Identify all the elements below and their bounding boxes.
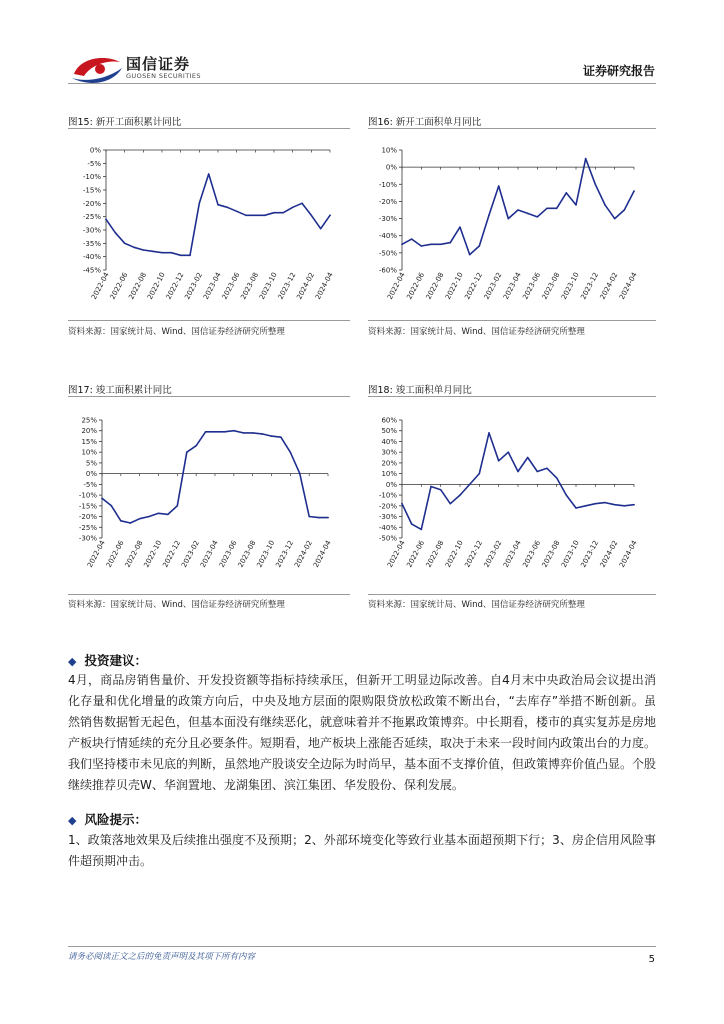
- x-tick-label: 2022-12: [463, 539, 485, 569]
- data-point: [161, 252, 163, 254]
- x-tick-label: 2022-08: [424, 271, 446, 301]
- figure-title-rule: [368, 128, 656, 129]
- data-point: [440, 489, 442, 491]
- x-tick-label: 2023-10: [559, 271, 581, 301]
- y-tick-label: -30%: [82, 226, 101, 235]
- data-point: [199, 203, 201, 205]
- y-tick-label: -40%: [82, 253, 101, 262]
- figure-title-rule: [368, 396, 656, 397]
- data-point: [459, 226, 461, 228]
- data-point: [261, 433, 263, 435]
- data-point: [527, 457, 529, 459]
- data-point: [604, 204, 606, 206]
- data-point: [217, 204, 219, 206]
- x-tick-label: 2022-06: [405, 271, 427, 301]
- x-tick-label: 2024-04: [313, 271, 335, 301]
- x-tick-label: 2022-08: [424, 539, 446, 569]
- figure-source: 资料来源：国家统计局、Wind、国信证券经济研究所整理: [68, 327, 285, 337]
- data-point: [575, 507, 577, 509]
- data-point: [556, 207, 558, 209]
- y-tick-label: 10%: [381, 470, 397, 479]
- y-tick-label: -10%: [82, 173, 101, 182]
- y-tick-label: -35%: [82, 239, 101, 248]
- y-tick-label: -5%: [83, 480, 97, 489]
- x-tick-label: 2023-06: [217, 539, 239, 569]
- y-tick-label: 10%: [381, 146, 397, 155]
- data-point: [129, 522, 131, 524]
- investment-heading: ◆ 投资建议：: [68, 653, 147, 668]
- x-tick-label: 2023-02: [482, 271, 504, 301]
- data-point: [604, 502, 606, 504]
- y-tick-label: -15%: [82, 186, 101, 195]
- x-tick-label: 2023-06: [521, 539, 543, 569]
- x-tick-label: 2023-08: [540, 271, 562, 301]
- data-point: [517, 471, 519, 473]
- data-point: [292, 207, 294, 209]
- data-point: [527, 213, 529, 215]
- chart-new-starts-cumulative: [68, 140, 350, 315]
- x-tick-label: 2022-10: [142, 539, 164, 569]
- y-tick-label: -30%: [378, 513, 397, 522]
- figure-title: 图17: 竣工面积累计同比: [68, 385, 172, 396]
- data-point: [508, 451, 510, 453]
- data-point: [171, 252, 173, 254]
- figure-title-rule: [68, 128, 350, 129]
- data-point: [624, 209, 626, 211]
- data-point: [479, 245, 481, 247]
- data-point: [421, 529, 423, 531]
- data-point: [233, 430, 235, 432]
- x-tick-label: 2024-04: [617, 539, 639, 569]
- x-tick-label: 2023-08: [540, 539, 562, 569]
- x-tick-label: 2022-10: [145, 271, 167, 301]
- data-point: [566, 494, 568, 496]
- data-point: [186, 451, 188, 453]
- data-point: [148, 516, 150, 518]
- x-tick-label: 2023-12: [579, 271, 601, 301]
- data-point: [124, 243, 126, 245]
- y-tick-label: 5%: [85, 459, 97, 468]
- y-tick-label: 25%: [81, 416, 97, 425]
- x-tick-label: 2022-06: [108, 271, 130, 301]
- y-tick-label: 0%: [385, 480, 397, 489]
- data-point: [401, 243, 403, 245]
- figure-source-rule: [68, 320, 350, 321]
- x-tick-label: 2022-12: [161, 539, 183, 569]
- x-tick-label: 2024-04: [311, 539, 333, 569]
- data-point: [430, 486, 432, 488]
- y-tick-label: -40%: [378, 232, 397, 241]
- investment-body: 4月，商品房销售量价、开发投资额等指标持续承压，但新开工明显边际改善。自4月末中央政治局会议提出消化存量和优化增量的政策方向后，中央及地方层面的限购限贷放松政策不断出台，“去库存”举措不断创新。虽然销售数据暂无起色，但基本面没有继续恶化，就意味着并不拖累政策博弈。中长期看，楼市的真实复苏是房地产板块行情延续的充分且必要条件。短期看，地产板块上涨能否延续，取决于未来一段时间内政策出台的力度。我们坚持楼市未见底的判断，虽然地产股谈安全边际为时尚早，基本面不支撑价值，但政策博弈价值凸显。个股继续推荐贝壳W、华润置地、龙湖集团、滨江集团、华发股份、保利发展。: [68, 673, 657, 792]
- figure-source: 资料来源：国家统计局、Wind、国信证券经济研究所整理: [68, 600, 285, 610]
- data-point: [401, 503, 403, 505]
- data-point: [227, 207, 229, 209]
- disclaimer-note: 请务必阅读正文之后的免责声明及其项下所有内容: [68, 952, 256, 962]
- y-tick-label: 20%: [381, 459, 397, 468]
- data-point: [283, 212, 285, 214]
- data-point: [167, 514, 169, 516]
- footer-rule: [68, 946, 656, 947]
- y-tick-label: -50%: [378, 534, 397, 543]
- data-point: [242, 432, 244, 434]
- data-point: [498, 460, 500, 462]
- x-tick-label: 2023-10: [255, 539, 277, 569]
- data-point: [299, 473, 301, 475]
- y-tick-label: -40%: [378, 523, 397, 532]
- data-point: [430, 243, 432, 245]
- data-point: [537, 471, 539, 473]
- data-point: [271, 435, 273, 437]
- y-tick-label: -10%: [378, 180, 397, 189]
- y-tick-label: -20%: [78, 513, 97, 522]
- y-tick-label: -30%: [378, 215, 397, 224]
- data-point: [614, 218, 616, 220]
- data-point: [459, 494, 461, 496]
- data-point: [158, 513, 160, 515]
- data-point: [488, 214, 490, 216]
- x-tick-label: 2022-10: [443, 539, 465, 569]
- y-tick-label: -60%: [378, 266, 397, 275]
- data-point: [508, 218, 510, 220]
- x-tick-label: 2023-02: [183, 271, 205, 301]
- data-point: [556, 477, 558, 479]
- data-point: [329, 215, 331, 217]
- y-tick-label: -20%: [82, 199, 101, 208]
- x-tick-label: 2023-10: [559, 539, 581, 569]
- data-point: [115, 232, 117, 234]
- data-point: [189, 255, 191, 257]
- y-tick-label: -15%: [78, 502, 97, 511]
- diamond-bullet-icon: ◆: [68, 814, 77, 827]
- x-tick-label: 2022-12: [463, 271, 485, 301]
- data-point: [152, 251, 154, 253]
- header-rule: [68, 83, 656, 84]
- y-tick-label: -25%: [78, 523, 97, 532]
- data-point: [301, 203, 303, 205]
- x-tick-label: 2023-12: [276, 271, 298, 301]
- data-point: [624, 505, 626, 507]
- figure-source-rule: [368, 594, 656, 595]
- data-point: [546, 207, 548, 209]
- chart-completions-cumulative: [68, 410, 350, 590]
- y-tick-label: 50%: [381, 427, 397, 436]
- x-tick-label: 2023-04: [201, 271, 223, 301]
- y-tick-label: 0%: [385, 163, 397, 172]
- data-point: [111, 505, 113, 507]
- data-point: [566, 192, 568, 194]
- figure-title: 图15: 新开工面积累计同比: [68, 117, 182, 128]
- figure-source-rule: [368, 320, 656, 321]
- data-point: [633, 190, 635, 192]
- data-point: [488, 432, 490, 434]
- data-point: [546, 467, 548, 469]
- x-tick-label: 2023-10: [257, 271, 279, 301]
- y-tick-label: -45%: [82, 266, 101, 275]
- y-tick-label: 0%: [85, 470, 97, 479]
- data-point: [450, 503, 452, 505]
- report-type: 证券研究报告: [582, 64, 655, 78]
- data-point: [120, 520, 122, 522]
- data-point: [595, 183, 597, 185]
- x-tick-label: 2023-06: [521, 271, 543, 301]
- data-point: [133, 247, 135, 249]
- data-point: [450, 242, 452, 244]
- logo-chinese-name: 国信证券: [126, 55, 191, 73]
- data-point: [614, 504, 616, 506]
- data-point: [180, 255, 182, 257]
- data-point: [469, 484, 471, 486]
- series-line: [102, 431, 328, 523]
- data-point: [517, 209, 519, 211]
- y-tick-label: -20%: [378, 502, 397, 511]
- y-tick-label: 0%: [89, 146, 101, 155]
- y-tick-label: -50%: [378, 249, 397, 258]
- data-point: [195, 445, 197, 447]
- data-point: [537, 216, 539, 218]
- data-point: [575, 204, 577, 206]
- data-point: [208, 173, 210, 175]
- data-point: [411, 238, 413, 240]
- data-point: [633, 504, 635, 506]
- x-tick-label: 2024-02: [295, 271, 317, 301]
- series-line: [106, 174, 330, 255]
- data-point: [224, 431, 226, 433]
- figure-title: 图16: 新开工面积单月同比: [368, 117, 482, 128]
- data-point: [585, 158, 587, 160]
- x-tick-label: 2023-06: [220, 271, 242, 301]
- x-tick-label: 2023-04: [198, 539, 220, 569]
- y-tick-label: 15%: [81, 437, 97, 446]
- logo-english-name: GUOSEN SECURITIES: [126, 72, 201, 80]
- data-point: [320, 228, 322, 230]
- series-line: [402, 433, 634, 530]
- data-point: [479, 473, 481, 475]
- diamond-bullet-icon: ◆: [68, 655, 77, 668]
- x-tick-label: 2022-04: [385, 271, 407, 301]
- data-point: [595, 503, 597, 505]
- data-point: [411, 523, 413, 525]
- x-tick-label: 2022-08: [123, 539, 145, 569]
- x-tick-label: 2023-04: [501, 271, 523, 301]
- series-line: [402, 159, 634, 255]
- x-tick-label: 2022-08: [127, 271, 149, 301]
- data-point: [308, 516, 310, 518]
- x-tick-label: 2023-02: [180, 539, 201, 569]
- chart-completions-monthly: [368, 410, 656, 590]
- x-tick-label: 2023-12: [274, 539, 296, 569]
- y-tick-label: 10%: [81, 448, 97, 457]
- data-point: [236, 211, 238, 213]
- data-point: [252, 432, 254, 434]
- y-tick-label: -30%: [78, 534, 97, 543]
- x-tick-label: 2022-04: [385, 539, 407, 569]
- figure-title: 图18: 竣工面积单月同比: [368, 385, 472, 396]
- data-point: [101, 498, 103, 500]
- y-tick-label: -5%: [87, 159, 101, 168]
- figure-source: 资料来源：国家统计局、Wind、国信证券经济研究所整理: [368, 327, 585, 337]
- data-point: [327, 517, 329, 519]
- risk-heading: ◆ 风险提示：: [68, 812, 147, 827]
- y-tick-label: -10%: [78, 491, 97, 500]
- x-tick-label: 2024-04: [617, 271, 639, 301]
- data-point: [139, 518, 141, 520]
- x-tick-label: 2022-04: [85, 539, 107, 569]
- y-tick-label: 30%: [381, 448, 397, 457]
- chart-new-starts-monthly: [368, 140, 656, 315]
- data-point: [585, 505, 587, 507]
- x-tick-label: 2024-02: [598, 271, 620, 301]
- figure-source: 资料来源：国家统计局、Wind、国信证券经济研究所整理: [368, 600, 585, 610]
- data-point: [290, 451, 292, 453]
- y-tick-label: 60%: [381, 416, 397, 425]
- data-point: [214, 431, 216, 433]
- x-tick-label: 2023-02: [482, 539, 504, 569]
- data-point: [255, 215, 257, 217]
- figure-source-rule: [68, 594, 350, 595]
- data-point: [421, 245, 423, 247]
- data-point: [311, 215, 313, 217]
- x-tick-label: 2023-12: [579, 539, 601, 569]
- data-point: [205, 431, 207, 433]
- y-tick-label: -10%: [378, 491, 397, 500]
- data-point: [318, 517, 320, 519]
- x-tick-label: 2022-10: [443, 271, 465, 301]
- data-point: [273, 212, 275, 214]
- x-tick-label: 2023-04: [501, 539, 523, 569]
- page-number: 5: [648, 954, 655, 965]
- x-tick-label: 2024-02: [293, 539, 314, 569]
- x-tick-label: 2023-08: [239, 271, 261, 301]
- y-tick-label: -20%: [378, 197, 397, 206]
- y-tick-label: -25%: [82, 213, 101, 222]
- data-point: [469, 254, 471, 256]
- data-point: [498, 185, 500, 187]
- x-tick-label: 2024-02: [598, 539, 620, 569]
- data-point: [143, 249, 145, 251]
- data-point: [177, 505, 179, 507]
- data-point: [440, 243, 442, 245]
- data-point: [280, 436, 282, 438]
- data-point: [245, 215, 247, 217]
- risk-body: 1、政策落地效果及后续推出强度不及预期；2、外部环境变化等致行业基本面超预期下行；3、房企信用风险事件超预期冲击。: [68, 833, 656, 868]
- x-tick-label: 2022-06: [405, 539, 427, 569]
- figure-title-rule: [68, 396, 350, 397]
- y-tick-label: 20%: [81, 427, 97, 436]
- x-tick-label: 2022-06: [104, 539, 126, 569]
- data-point: [264, 215, 266, 217]
- data-point: [105, 219, 107, 221]
- x-tick-label: 2022-12: [164, 271, 186, 301]
- x-tick-label: 2022-04: [89, 271, 111, 301]
- x-tick-label: 2023-08: [236, 539, 258, 569]
- y-tick-label: 40%: [381, 437, 397, 446]
